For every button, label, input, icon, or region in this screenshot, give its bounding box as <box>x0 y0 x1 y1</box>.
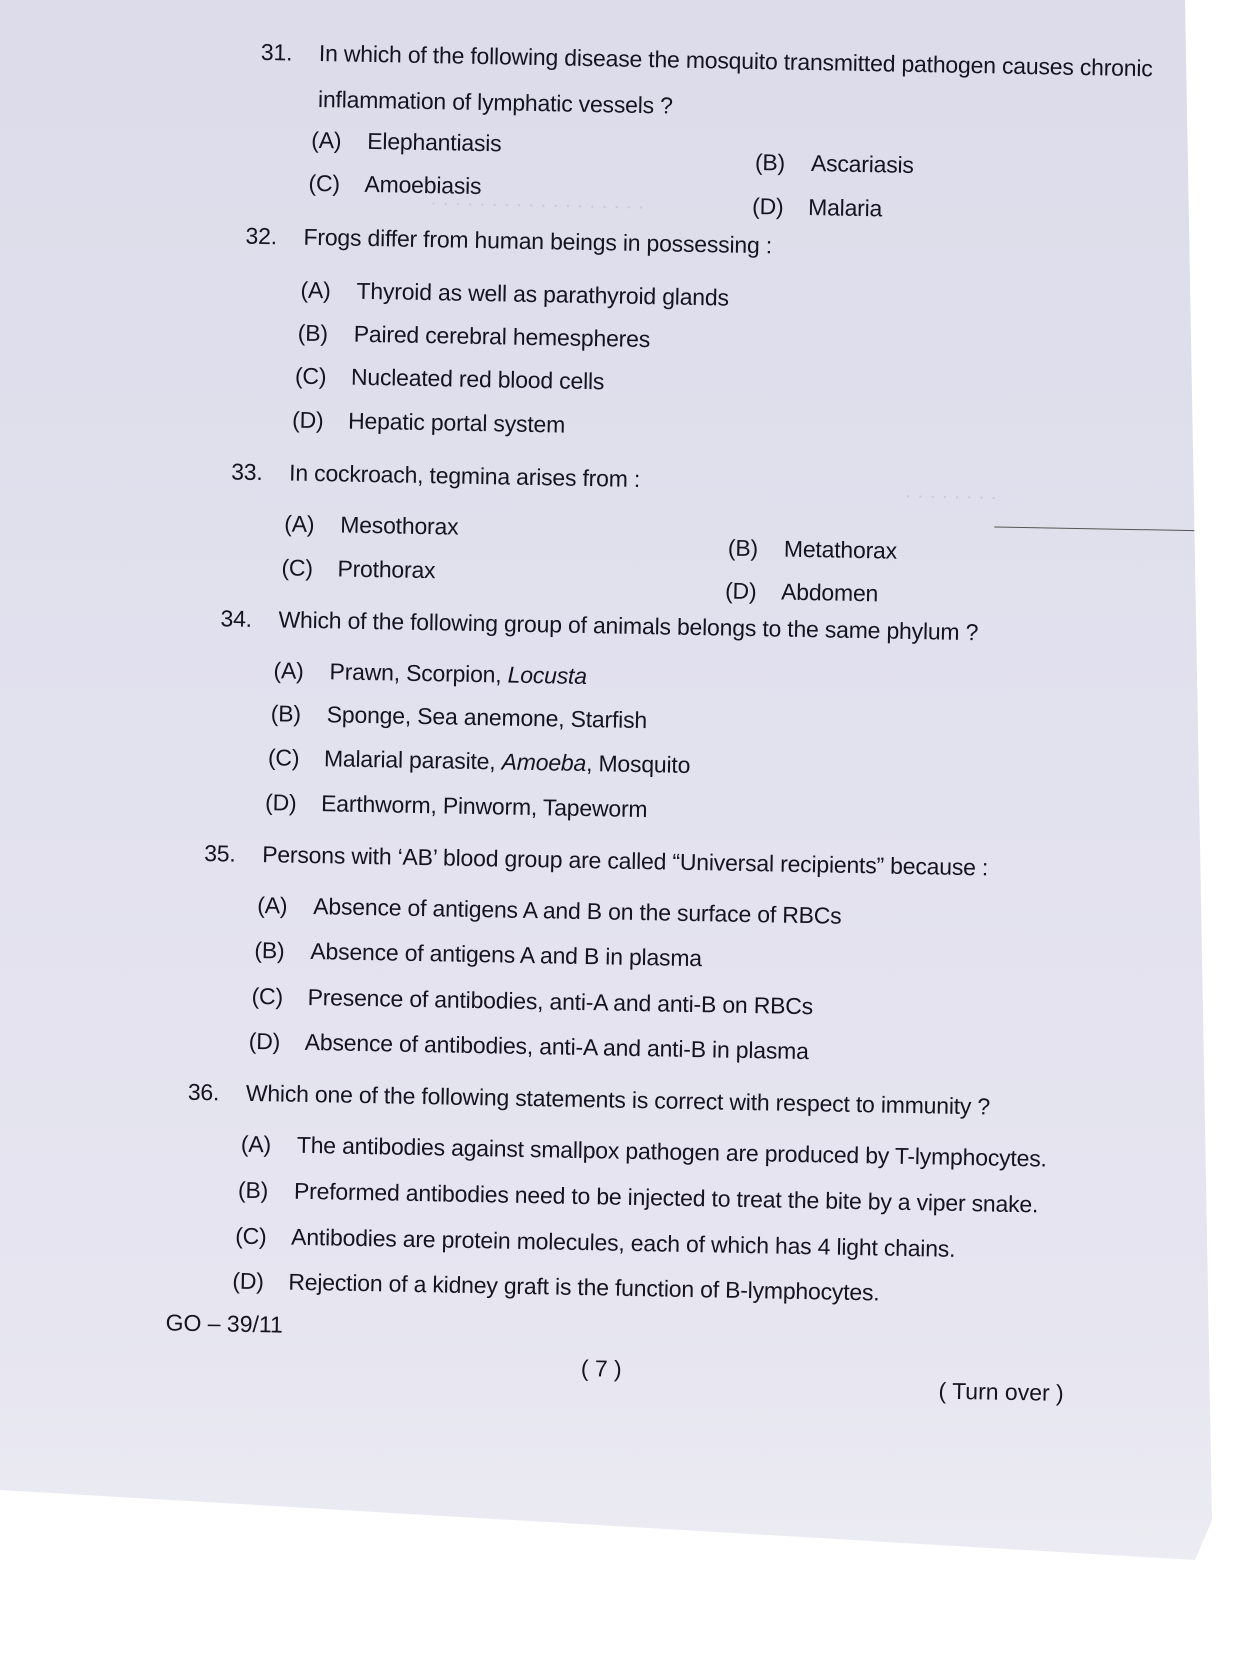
option-text-rest: , Mosquito <box>585 750 691 778</box>
option-text: Sponge, Sea anemone, Starfish <box>326 701 648 734</box>
option-36-d[interactable] <box>232 1268 880 1307</box>
option-label: (D) <box>232 1267 264 1295</box>
question-number: 32. <box>245 222 278 250</box>
option-text: Absence of antigens A and B in plasma <box>310 937 703 972</box>
option-text: Earthworm, Pinworm, Tapeworm <box>320 790 648 823</box>
option-32-c[interactable] <box>295 363 605 396</box>
question-text: Persons with ‘AB’ blood group are called “Universal recipients” because : <box>261 841 989 881</box>
option-text: Presence of antibodies, anti-A and anti-B on RBCs <box>307 983 814 1020</box>
option-label: (A) <box>300 276 331 304</box>
option-label: (B) <box>237 1176 269 1204</box>
option-label: (A) <box>284 510 315 537</box>
option-35-c[interactable] <box>251 983 813 1020</box>
question-35 <box>204 830 1123 893</box>
option-31-b[interactable] <box>755 149 914 179</box>
option-34-a[interactable] <box>273 657 587 690</box>
question-34 <box>220 595 1139 658</box>
option-text: Metathorax <box>783 535 898 564</box>
option-text: Malarial parasite, <box>323 745 502 775</box>
option-34-d[interactable] <box>265 789 648 823</box>
question-text: In cockroach, tegmina arises from : <box>288 459 641 492</box>
option-label: (D) <box>751 192 784 220</box>
question-number: 34. <box>220 605 253 632</box>
option-32-b[interactable] <box>298 320 651 353</box>
option-text: Abdomen <box>780 578 879 607</box>
option-text: Ascariasis <box>810 150 915 178</box>
option-36-c[interactable] <box>235 1223 956 1263</box>
option-label: (C) <box>294 362 327 390</box>
option-label: (A) <box>257 892 288 919</box>
option-35-a[interactable] <box>257 892 842 930</box>
option-33-b[interactable] <box>728 535 898 565</box>
option-text: Mesothorax <box>340 511 459 540</box>
option-35-d[interactable] <box>249 1028 809 1065</box>
option-label: (C) <box>281 554 314 581</box>
option-label: (B) <box>254 936 285 964</box>
option-text: Thyroid as well as parathyroid glands <box>356 277 730 311</box>
option-35-b[interactable] <box>254 937 702 972</box>
option-text: Absence of antigens A and B on the surface of RBCs <box>313 893 842 929</box>
page-number: ( 7 ) <box>580 1355 622 1382</box>
paper-code: GO – 39/11 <box>165 1309 284 1338</box>
option-label: (A) <box>311 126 342 154</box>
option-text: Prothorax <box>337 555 436 584</box>
option-text: Malaria <box>807 193 883 222</box>
option-text: Amoebiasis <box>364 170 482 199</box>
option-label: (B) <box>754 149 786 176</box>
option-label: (B) <box>727 534 759 562</box>
option-label: (D) <box>291 406 324 434</box>
option-33-c[interactable] <box>281 554 435 584</box>
option-31-a[interactable] <box>311 127 502 157</box>
turn-over-note: ( Turn over ) <box>938 1377 1064 1406</box>
option-text: Absence of antibodies, anti-A and anti-B in plasma <box>304 1028 809 1065</box>
question-number: 35. <box>203 840 236 867</box>
option-text: Elephantiasis <box>367 127 502 157</box>
option-34-b[interactable] <box>271 700 648 734</box>
option-label: (C) <box>251 982 284 1010</box>
option-text: Nucleated red blood cells <box>350 363 605 395</box>
question-text: Which of the following group of animals belongs to the same phylum ? <box>278 606 979 646</box>
question-text: Frogs differ from human beings in possessing : <box>303 223 773 259</box>
option-34-c[interactable] <box>268 744 691 779</box>
option-text: Paired cerebral hemespheres <box>353 320 651 353</box>
option-label: (B) <box>270 700 302 727</box>
option-31-c[interactable] <box>308 170 481 200</box>
option-label: (A) <box>240 1130 272 1158</box>
option-36-b[interactable] <box>238 1177 1039 1219</box>
question-32 <box>245 213 1164 276</box>
question-31 <box>260 29 1180 138</box>
option-text-italic: Locusta <box>507 661 588 690</box>
option-31-d[interactable] <box>752 193 882 222</box>
option-label: (C) <box>267 744 300 771</box>
question-33 <box>231 448 1150 511</box>
option-label: (B) <box>297 319 329 347</box>
question-text: Which one of the following statements is correct with respect to immunity ? <box>245 1079 991 1120</box>
question-36 <box>187 1069 1106 1132</box>
option-text-italic: Amoeba <box>501 748 587 777</box>
option-33-d[interactable] <box>725 578 879 608</box>
question-number: 31. <box>260 38 293 66</box>
option-text: Hepatic portal system <box>347 407 566 438</box>
option-label: (D) <box>264 789 297 816</box>
option-label: (A) <box>273 657 304 684</box>
stray-mark-line <box>994 526 1194 531</box>
option-label: (C) <box>234 1222 267 1250</box>
option-36-a[interactable] <box>241 1131 1047 1173</box>
option-32-d[interactable] <box>292 407 565 439</box>
option-33-a[interactable] <box>284 510 459 540</box>
option-32-a[interactable] <box>300 277 729 312</box>
question-number: 36. <box>187 1078 220 1106</box>
option-text: Prawn, Scorpion, <box>329 658 508 688</box>
option-text: Rejection of a kidney graft is the function of B-lymphocytes. <box>288 1268 880 1306</box>
option-label: (C) <box>308 169 341 197</box>
question-number: 33. <box>230 458 263 486</box>
show-through-text: · · · · · · · · · · · · · · · · · · <box>429 192 645 218</box>
option-label: (D) <box>724 577 757 605</box>
option-text: Antibodies are protein molecules, each of which has 4 light chains. <box>290 1223 956 1262</box>
option-text: Preformed antibodies need to be injected to treat the bite by a viper snake. <box>293 1177 1039 1218</box>
show-through-text: · · · · · · · · <box>904 484 998 509</box>
question-text: In which of the following disease the mosquito transmitted pathogen causes chronic inflammation of lymphatic vessels ? <box>317 39 1153 119</box>
option-text: The antibodies against smallpox pathogen are produced by T-lymphocytes. <box>296 1131 1047 1172</box>
option-label: (D) <box>248 1027 281 1055</box>
